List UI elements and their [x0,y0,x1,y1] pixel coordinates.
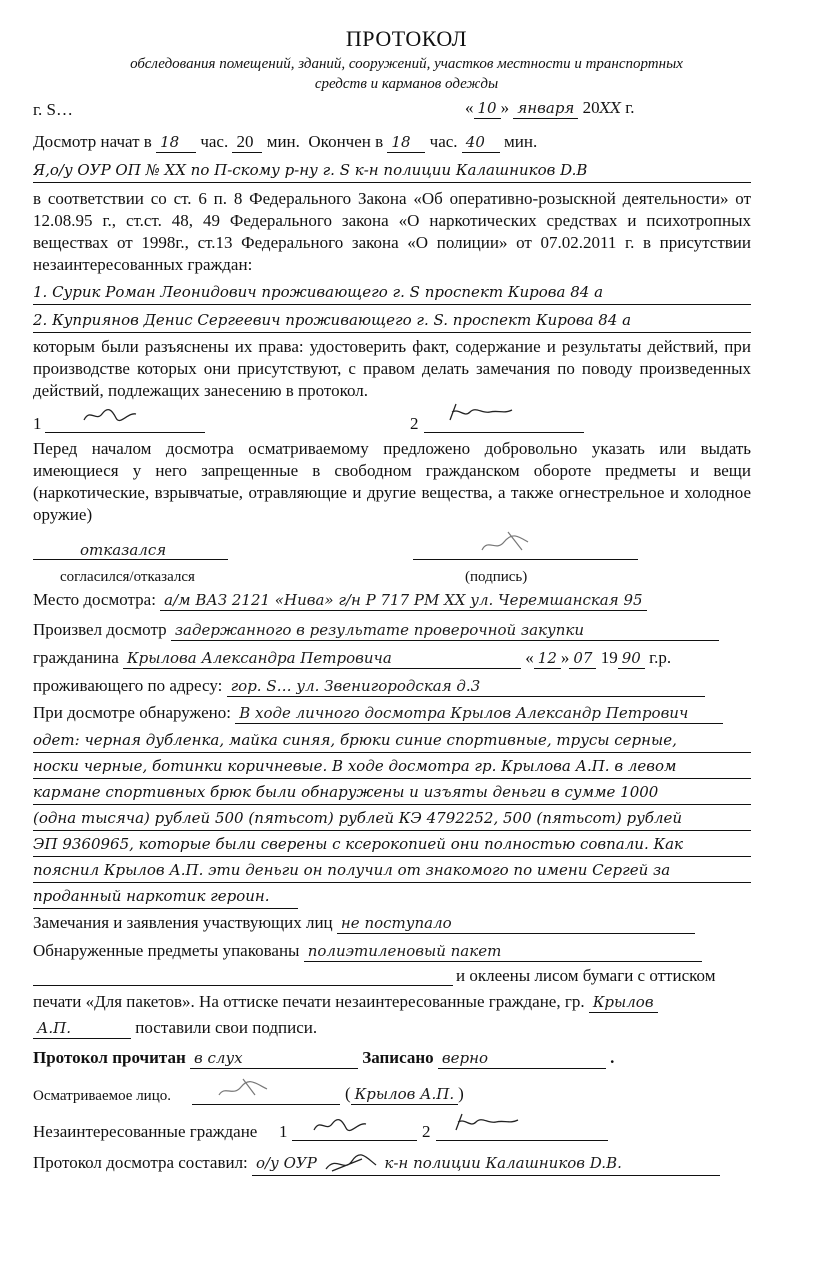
found-line: проданный наркотик героин. [33,884,298,909]
sealed-text-1: и оклеены лисом бумаги с оттиском [456,966,716,985]
start-min: 20 [232,132,262,153]
witness-final-signature-2 [452,1110,522,1136]
date-year: XX [599,99,621,117]
packed-label: Обнаруженные предметы упакованы [33,941,300,960]
sealed-row-2 [33,1018,317,1039]
date-day: 10 [474,98,501,119]
dob-century: 19 [600,648,618,667]
signature-label: (подпись) [465,569,528,585]
remarks-row [33,913,695,934]
packed-row [33,941,702,962]
inspected-signature [478,528,538,556]
found-row [33,703,723,724]
inspected-sig-line [192,1104,340,1105]
found-line: одет: черная дубленка, майка синяя, брюки синие спортивные, трусы серные, [33,728,751,753]
remarks-value: не поступало [337,913,695,934]
citizen-row: гражданина Крылова Александра Петровича « 12 » 07 19 90 г.р. [33,648,672,667]
date-year-prefix: 20 [582,98,600,117]
dob-month: 07 [569,648,596,669]
officer-line: Я,о/у ОУР ОП № XX по П-скому р-ну г. S к-н полиции Калашников D.B [33,158,751,183]
composed-position: о/у ОУР [256,1154,317,1172]
sealed-name-1: Крылов [589,992,658,1013]
dob-year: 90 [618,648,645,669]
refused-value: отказался [80,541,167,559]
sealed-name-2: А.П. [33,1018,131,1039]
inspected-person-signature [215,1075,275,1101]
subtitle-line-1: обследования помещений, зданий, сооружений, участков местности и транспортных [130,56,683,72]
hour-label: час. [200,132,229,151]
end-min: 40 [462,132,500,153]
found-line: кармане спортивных брюк были обнаружены и изъяты деньги в сумме 1000 [33,780,751,805]
found-line: (одна тысяча) рублей 500 (пятьсот) рублей КЭ 4792252, 500 (пятьсот) рублей [33,806,751,831]
address-label: проживающего по адресу: [33,676,223,695]
place-row [33,590,647,611]
packed-continuation-line [33,985,453,986]
rights-paragraph: которым были разъяснены их права: удостоверить факт, содержание и результаты действий, при производстве которых они присутствуют, с правом делать замечания по поводу произведенных действий, подлежащих занесению в протокол. [33,337,751,400]
sig-num-2: 2 [410,414,419,433]
date-month: января [513,98,578,119]
dob-day: 12 [534,648,561,669]
witness-final-line-1 [292,1140,417,1141]
refused-line [33,559,228,560]
performed-label: Произвел досмотр [33,620,167,639]
offer-paragraph: Перед началом досмотра осматриваемому предложено добровольно указать или выдать имеющиеся у него запрещенные в свободном гражданском обороте предметы и вещи (наркотические, взрывчатые, отравляющие и другие вещества, а также огнестрельное и холодное оружие) [33,439,751,524]
inspected-name-row: ( Крылов А.П. ) [345,1084,464,1103]
subtitle-line-2: средств и карманов одежды [314,76,499,92]
sig-num-1: 1 [33,414,42,433]
date-suffix: г. [625,98,635,117]
witness-1-signature [80,402,140,428]
signature-line [413,559,638,560]
address-value: гор. S… ул. Звенигородская д.3 [227,676,705,697]
read-label: Протокол прочитан [33,1048,186,1067]
place-label: Место досмотра: [33,590,156,609]
agreed-label: согласился/отказался [60,569,195,585]
inspected-name: Крылов А.П. [351,1084,459,1105]
composed-label: Протокол досмотра составил: [33,1153,248,1172]
witness-final-num-2: 2 [422,1122,431,1141]
citizen-value: Крылова Александра Петровича [123,648,521,669]
citizen-label: гражданина [33,648,119,667]
inspected-label: Осматриваемое лицо. [33,1088,171,1104]
end-label: Окончен в [308,132,384,151]
remarks-label: Замечания и заявления участвующих лиц [33,913,333,932]
intro-paragraph: в соответствии со ст. 6 п. 8 Федерального Закона «Об оперативно-розыскной деятельности» от 12.08.95 г., ст.ст. 48, 49 Федерального закона «О наркотических средствах и психотропных веществах от 1998г., ст.13 Федерального закона «О полиции» от 07.02.2011 г. в присутствии незаинтересованных граждан: [33,189,751,274]
read-value: в слух [190,1048,358,1069]
start-hour: 18 [156,132,196,153]
city: г. S… [33,100,74,119]
found-line: носки черные, ботинки коричневые. В ходе досмотра гр. Крылова А.П. в левом [33,754,751,779]
read-row [33,1048,614,1069]
witness-2: 2. Куприянов Денис Сергеевич проживающего г. S. проспект Кирова 84 а [33,308,751,333]
witness-1: 1. Сурик Роман Леонидович проживающего г. S проспект Кирова 84 а [33,280,751,305]
min-label-2: мин. [504,132,538,151]
witness-final-signature-1 [310,1112,370,1138]
hour-label-2: час. [429,132,458,151]
composed-rank: к-н полиции Калашников D.B. [384,1154,622,1172]
place-value: а/м ВАЗ 2121 «Нива» г/н Р 717 РМ XX ул. Черемшанская 95 [160,590,646,611]
found-line: ЭП 9360965, которые были сверены с ксерокопией они полностью совпали. Как [33,832,751,857]
sig-line-2 [424,432,584,433]
times-row [33,132,537,153]
written-label: Записано [362,1048,434,1067]
address-row [33,676,705,697]
sealed-text-2: печати «Для пакетов». На оттиске печати незаинтересованные граждане, гр. [33,992,585,1011]
composer-signature [322,1153,380,1175]
witness-final-line-2 [436,1140,608,1141]
sealed-text-3: поставили свои подписи. [135,1018,318,1037]
dob-suffix: г.р. [649,648,672,667]
packed-value: полиэтиленовый пакет [304,941,702,962]
found-label: При досмотре обнаружено: [33,703,231,722]
composed-row [33,1153,720,1176]
found-line-1: В ходе личного досмотра Крылов Александр Петрович [235,703,723,724]
performed-value: задержанного в результате проверочной закупки [171,620,719,641]
end-hour: 18 [387,132,425,153]
found-line: пояснил Крылов А.П. эти деньги он получил от знакомого по имени Сергей за [33,858,751,883]
sig-line-1 [45,432,205,433]
date-field: « 10 » января 20XX г. [465,98,635,117]
written-dot: . [610,1048,615,1067]
min-label: мин. [266,132,300,151]
composed-value [252,1153,720,1176]
witnesses-final-label: Незаинтересованные граждане [33,1122,258,1141]
sealed-row [33,992,658,1013]
page-title: ПРОТОКОЛ [345,26,468,51]
witness-final-num-1: 1 [279,1122,288,1141]
start-label: Досмотр начат в [33,132,152,151]
performed-row [33,620,719,641]
written-value: верно [438,1048,606,1069]
witness-2-signature [446,400,516,426]
